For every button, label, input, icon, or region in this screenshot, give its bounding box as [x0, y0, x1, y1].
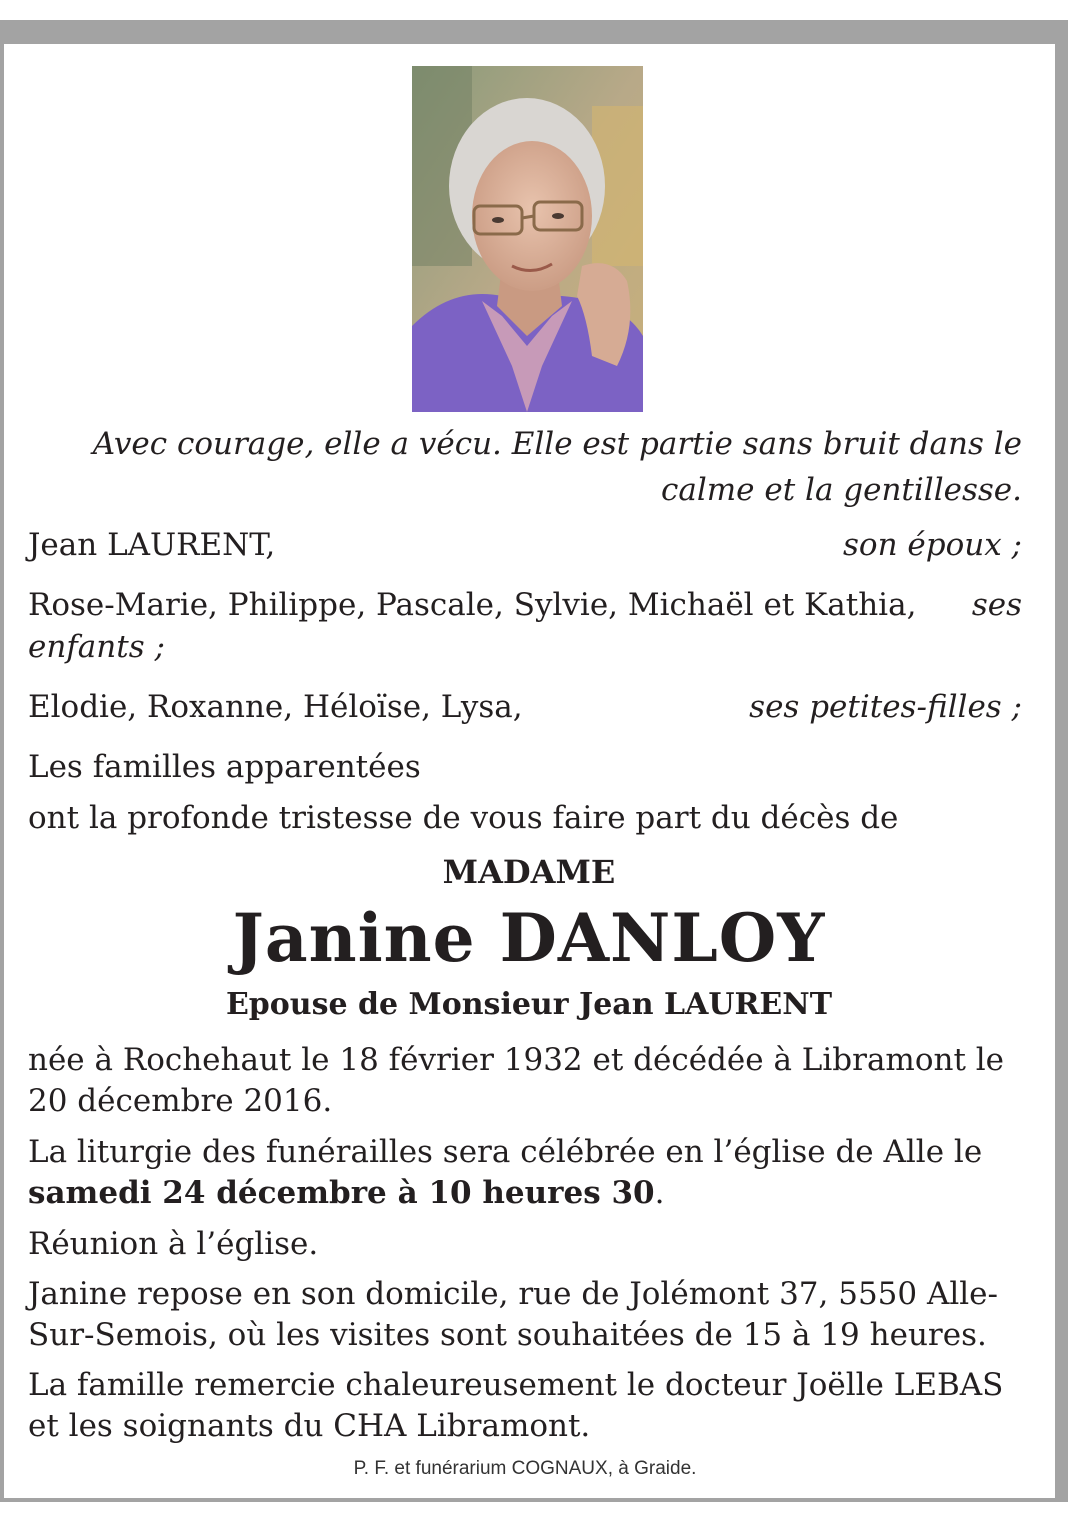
children-role-part1: ses	[971, 587, 1022, 623]
grandchildren-role: ses petites-filles ;	[749, 689, 1022, 725]
rest-paragraph: Janine repose en son domicile, rue de Jolémont 37, 5550 Alle-Sur-Semois, où les visites sont souhaitées de 15 à 19 heures.	[28, 1276, 999, 1353]
deceased-title: MADAME	[442, 853, 616, 891]
husband-row	[28, 525, 1022, 565]
liturgy-paragraph	[28, 1132, 1028, 1214]
husband-role: son époux ;	[843, 527, 1022, 563]
relatives-line: Les familles apparentées	[28, 749, 421, 785]
liturgy-date: samedi 24 décembre à 10 heures 30	[28, 1175, 655, 1211]
announcement-line: ont la profonde tristesse de vous faire part du décès de	[28, 800, 899, 836]
liturgy-period: .	[654, 1175, 665, 1211]
birth-death-paragraph: née à Rochehaut le 18 février 1932 et décédée à Libramont le 20 décembre 2016.	[28, 1042, 1005, 1119]
spouse-line: Epouse de Monsieur Jean LAURENT	[225, 987, 833, 1022]
children-row	[28, 585, 1022, 625]
grandchildren-row	[28, 687, 1022, 727]
portrait-photo	[412, 66, 643, 412]
portrait-illustration	[412, 66, 643, 412]
grandchildren-names: Elodie, Roxanne, Héloïse, Lysa,	[28, 689, 523, 725]
husband-name: Jean LAURENT,	[28, 527, 276, 563]
children-names: Rose-Marie, Philippe, Pascale, Sylvie, Michaël et Kathia,	[28, 587, 917, 623]
quote-line-2: calme et la gentillesse.	[661, 472, 1022, 508]
funeral-home-credit: P. F. et funérarium COGNAUX, à Graide.	[353, 1458, 697, 1479]
children-role-part2: enfants ;	[28, 629, 165, 665]
meeting-line: Réunion à l’église.	[28, 1226, 319, 1262]
liturgy-text: La liturgie des funérailles sera célébrée en l’église de Alle le	[28, 1134, 983, 1170]
quote-line-1: Avec courage, elle a vécu. Elle est partie sans bruit dans le	[92, 426, 1022, 462]
thanks-paragraph: La famille remercie chaleureusement le docteur Joëlle LEBAS et les soignants du CHA Libramont.	[28, 1367, 1004, 1444]
deceased-name: Janine DANLOY	[232, 899, 826, 977]
